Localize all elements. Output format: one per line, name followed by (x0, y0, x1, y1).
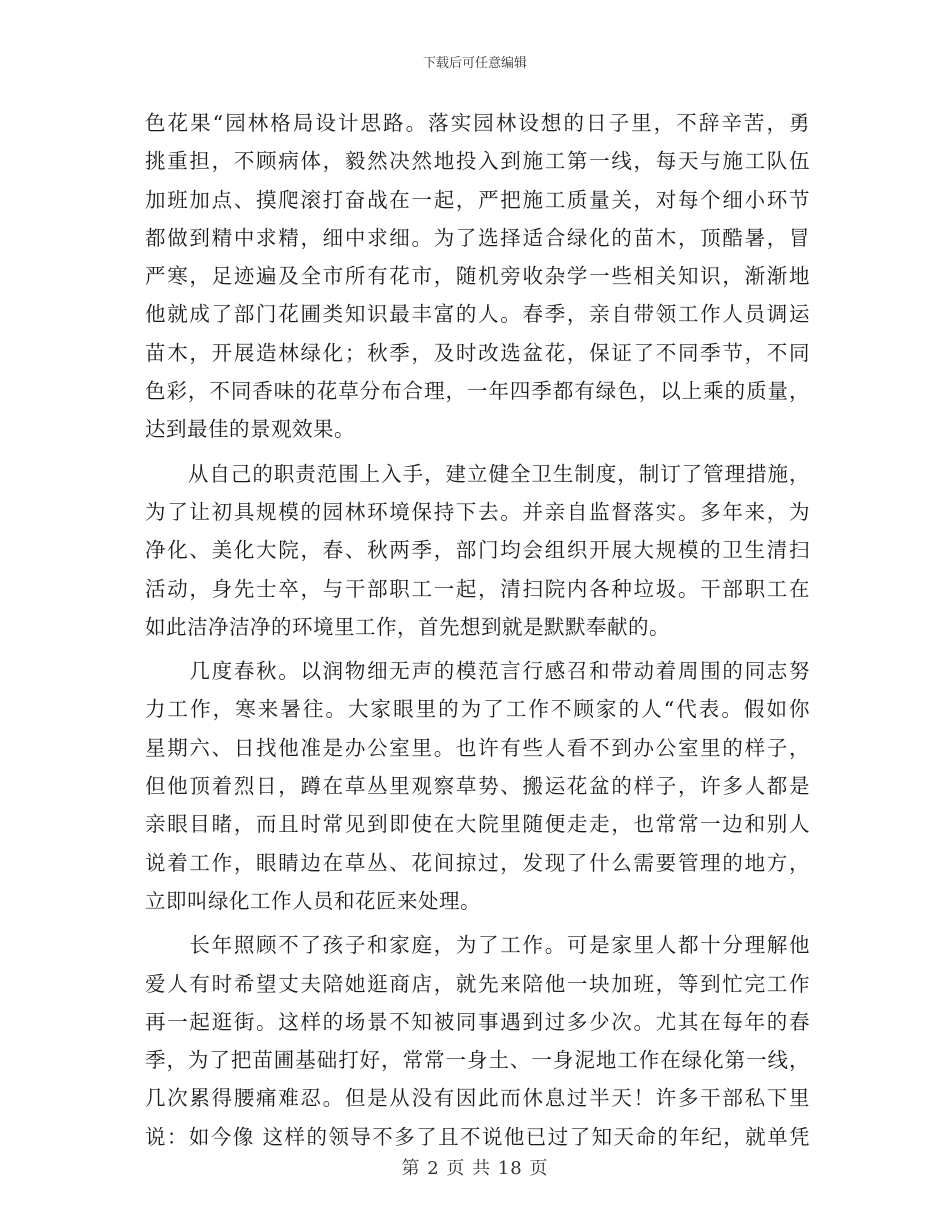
paragraph (145, 455, 810, 646)
text-line: 活动，身先士卒，与干部职工一起，清扫院内各种垃圾。干部职工在 (145, 576, 810, 601)
paragraph (145, 104, 810, 449)
text-line: 苗木，开展造林绿化；秋季，及时改选盆花，保证了不同季节，不同 (145, 340, 810, 365)
page-header: 下载后可任意编辑 (422, 56, 527, 71)
page-number-footer: 第 2 页 共 18 页 (401, 1158, 549, 1179)
text-line: 说：如今像 这样的领导不多了且不说他已过了知天命的年纪，就单凭 (145, 1124, 810, 1149)
text-line: 净化、美化大院，春、秋两季，部门均会组织开展大规模的卫生清扫 (145, 538, 810, 563)
text-line: 从自己的职责范围上入手，建立健全卫生制度，制订了管理措施， (145, 461, 810, 486)
text-line: 再一起逛街。这样的场景不知被同事遇到过多少次。尤其在每年的春 (145, 1009, 810, 1034)
text-line: 长年照顾不了孩子和家庭，为了工作。可是家里人都十分理解他 (145, 933, 810, 958)
text-line: 如此洁净洁净的环境里工作，首先想到就是默默奉献的。 (145, 614, 670, 639)
text-line: 季，为了把苗圃基础打好，常常一身土、一身泥地工作在绿化第一线， (145, 1048, 810, 1073)
text-line: 他就成了部门花圃类知识最丰富的人。春季，亲自带领工作人员调运 (145, 302, 810, 327)
text-line: 为了让初具规模的园林环境保持下去。并亲自监督落实。多年来，为 (145, 499, 810, 524)
text-line: 加班加点、摸爬滚打奋战在一起，严把施工质量关，对每个细小环节 (145, 187, 810, 212)
text-line: 达到最佳的景观效果。 (145, 417, 355, 442)
text-line: 爱人有时希望丈夫陪她逛商店，就先来陪他一块加班，等到忙完工作 (145, 971, 810, 996)
text-line: 挑重担，不顾病体，毅然决然地投入到施工第一线，每天与施工队伍 (145, 149, 810, 174)
text-line: 星期六、日找他准是办公室里。也许有些人看不到办公室里的样子， (145, 735, 810, 760)
text-line: 几度春秋。以润物细无声的模范言行感召和带动着周围的同志努 (145, 659, 810, 684)
text-line: 严寒，足迹遍及全市所有花市，随机旁收杂学一些相关知识，渐渐地 (145, 264, 810, 289)
document-body (145, 104, 810, 1156)
text-line: 色花果“园林格局设计思路。落实园林设想的日子里，不辞辛苦，勇 (145, 111, 810, 135)
paragraph (145, 652, 810, 920)
text-line: 都做到精中求精，细中求细。为了选择适合绿化的苗木，顶酷暑，冒 (145, 225, 810, 250)
text-line: 几次累得腰痛难忍。但是从没有因此而休息过半天！许多干部私下里 (145, 1086, 810, 1111)
text-line: 色彩，不同香味的花草分布合理，一年四季都有绿色，以上乘的质量， (145, 379, 810, 404)
text-line: 亲眼目睹，而且时常见到即使在大院里随便走走，也常常一边和别人 (145, 812, 810, 837)
text-line: 但他顶着烈日，蹲在草丛里观察草势、搬运花盆的样子，许多人都是 (145, 774, 810, 799)
paragraph (145, 926, 810, 1156)
text-line: 立即叫绿化工作人员和花匠来处理。 (145, 888, 481, 913)
text-line: 力工作，寒来暑往。大家眼里的为了工作不顾家的人“代表。假如你 (145, 697, 810, 722)
text-line: 说着工作，眼睛边在草丛、花间掠过，发现了什么需要管理的地方， (145, 850, 810, 875)
